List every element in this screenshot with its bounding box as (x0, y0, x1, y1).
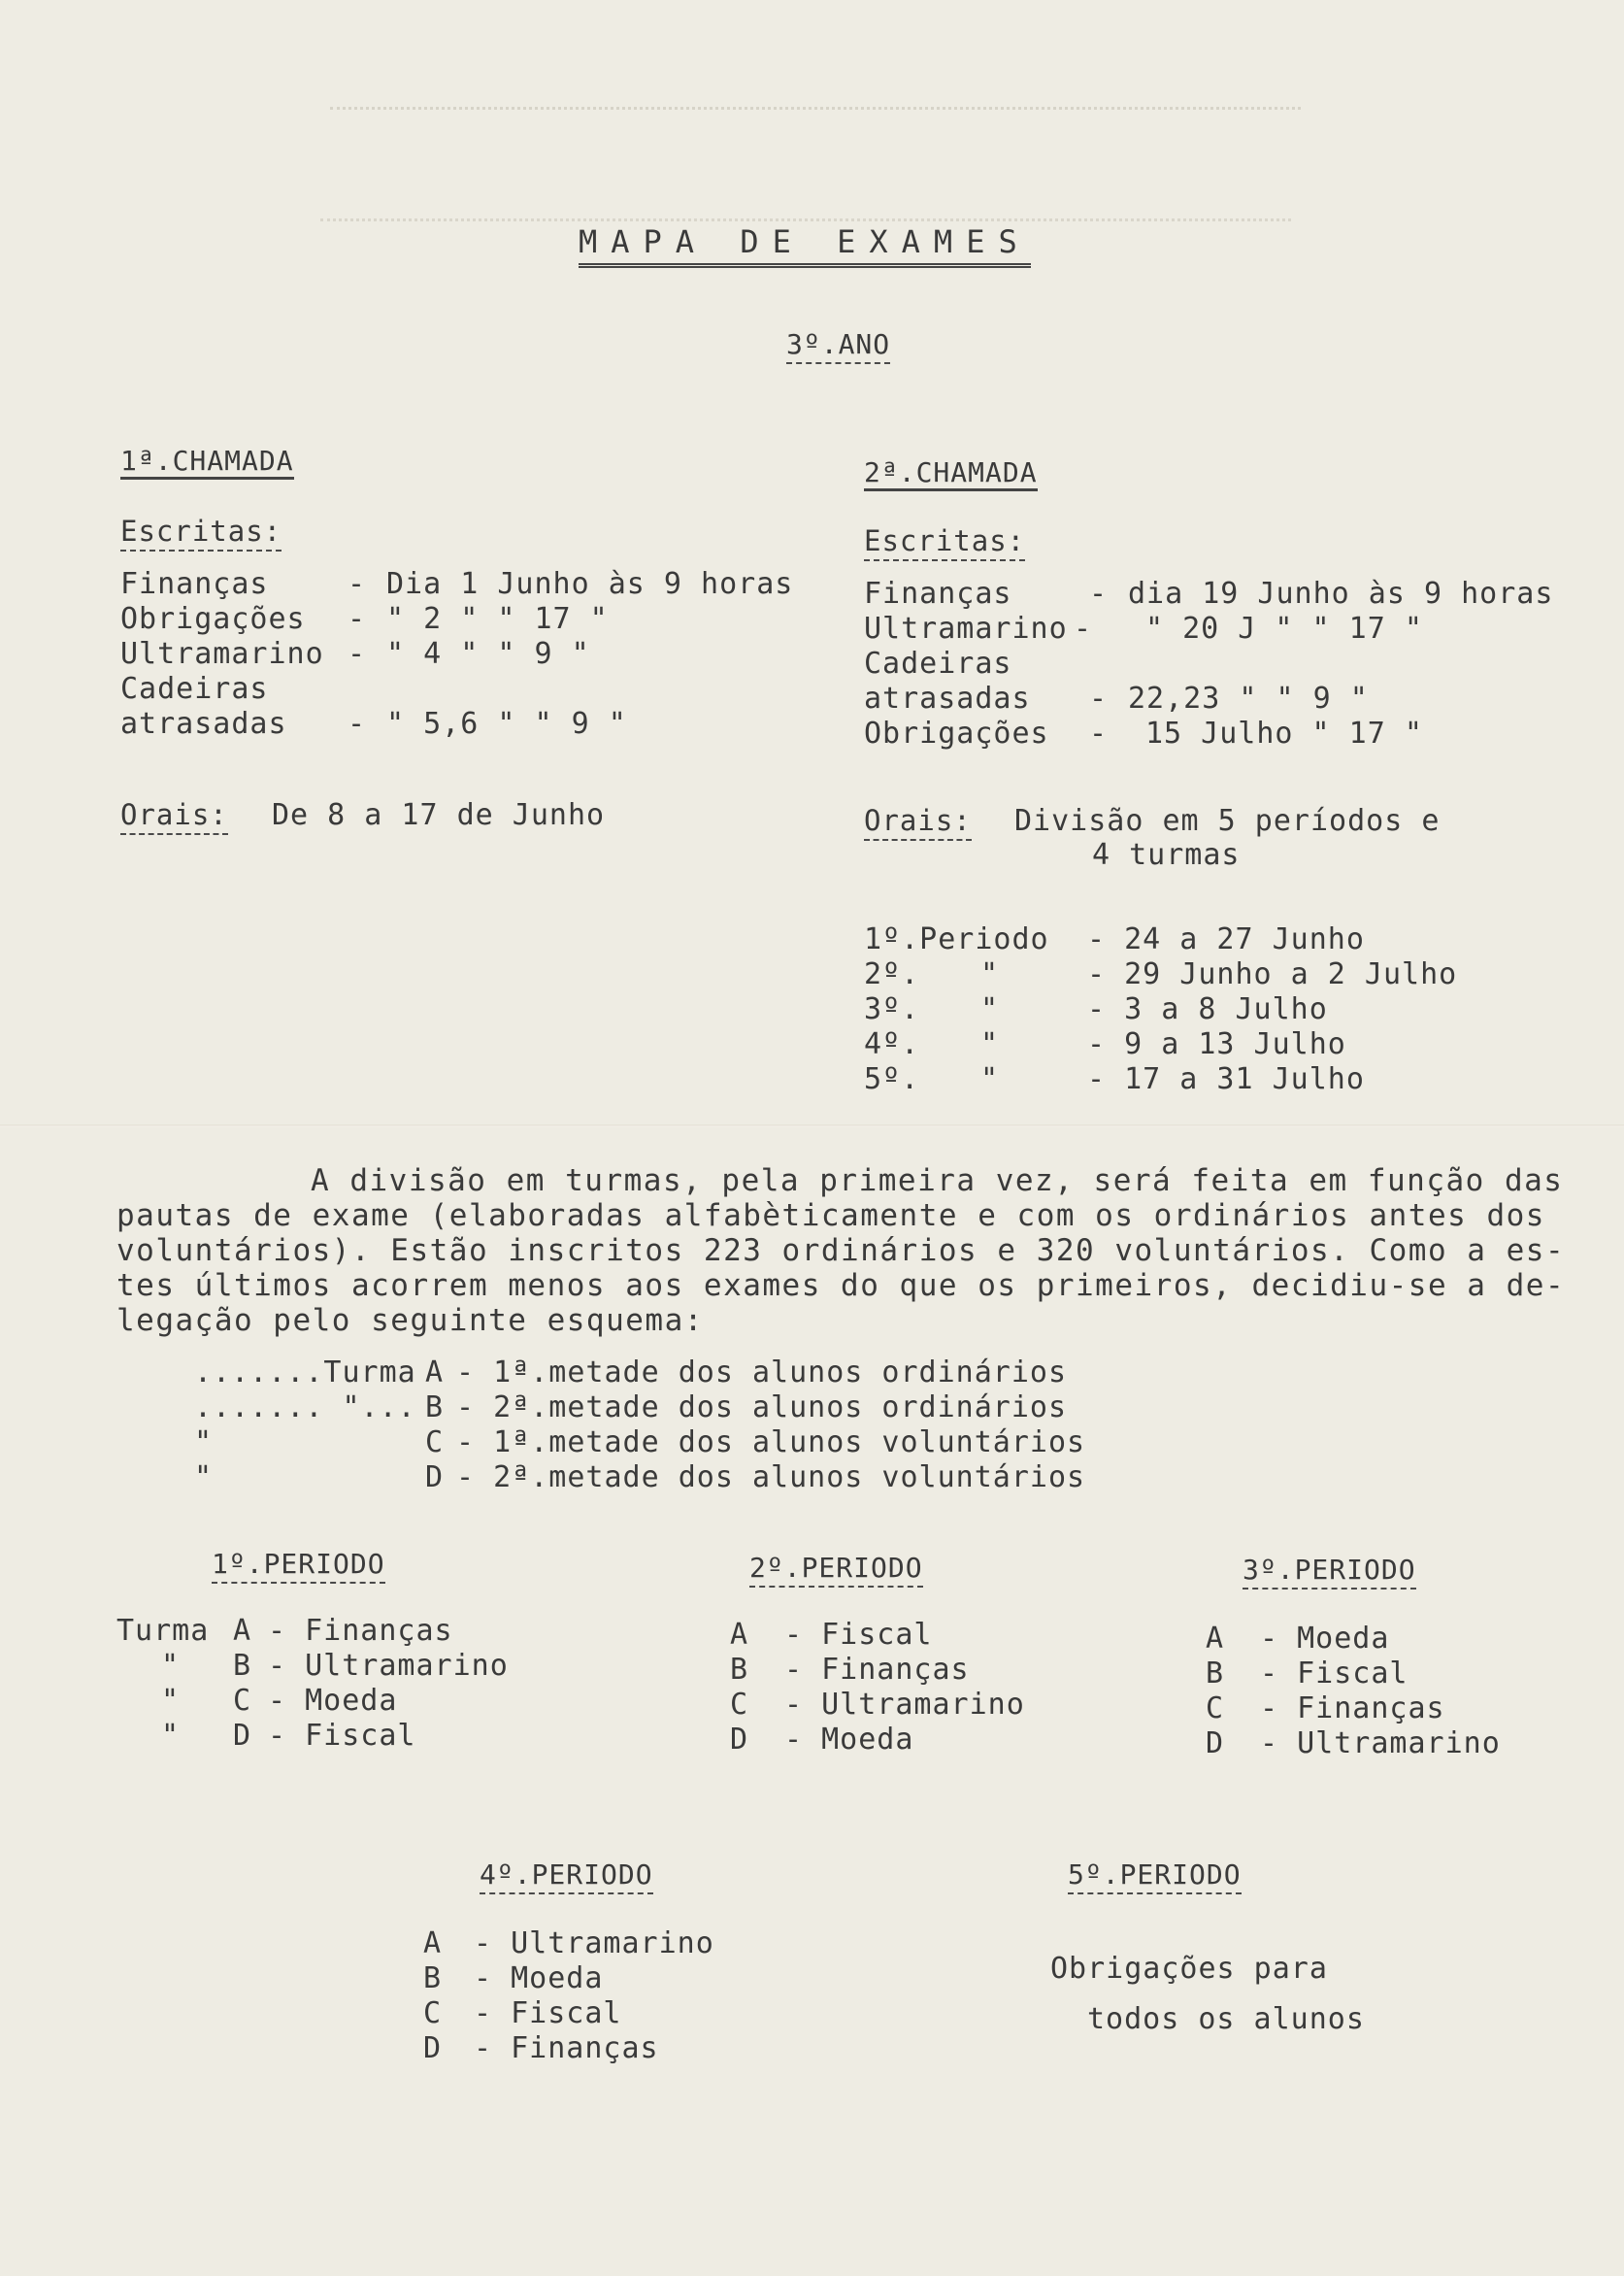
turma-subject: - Ultramarino (268, 1649, 509, 1683)
date-time: 22,23 " " 9 " (1128, 682, 1369, 716)
second-call-oral-text-1: Divisão em 5 períodos e (1014, 804, 1441, 838)
paragraph-line: pautas de exame (elaboradas alfabèticamente e com os ordinários antes dos (116, 1198, 1545, 1233)
separator: - (348, 707, 367, 741)
turma-prefix: ....... "... (194, 1390, 416, 1424)
turma-letter: B (730, 1653, 749, 1687)
subject: Ultramarino (120, 637, 324, 671)
second-call-oral-label: Orais: (864, 804, 972, 841)
turma-subject: - Moeda (268, 1684, 398, 1718)
period-2-heading: 2º.PERIODO (749, 1552, 923, 1588)
period-dates: - 3 a 8 Julho (1087, 992, 1328, 1026)
paragraph-line: A divisão em turmas, pela primeira vez, será feita em função das (311, 1163, 1564, 1198)
turma-lead: " (161, 1719, 181, 1753)
turma-description: - 1ª.metade dos alunos voluntários (456, 1425, 1086, 1459)
turma-subject: - Fiscal (474, 1996, 622, 2030)
turma-prefix: .......Turma (194, 1356, 416, 1389)
paragraph-line: legação pelo seguinte esquema: (116, 1303, 704, 1338)
turma-subject: - Fiscal (268, 1719, 416, 1753)
turma-letter: D (730, 1723, 749, 1757)
subject: Finanças (864, 577, 1012, 611)
paper-fold (0, 1124, 1624, 1127)
separator: - (348, 567, 367, 601)
period-label: 1º.Periodo (864, 922, 1049, 956)
subject: Finanças (120, 567, 269, 601)
page-title: MAPA DE EXAMES (579, 223, 1031, 268)
ditto-mark: " (980, 957, 1000, 991)
subject: Obrigações (120, 602, 306, 636)
date-time: Dia 1 Junho às 9 horas (386, 567, 794, 601)
period-3-heading: 3º.PERIODO (1243, 1554, 1416, 1590)
first-call-heading: 1ª.CHAMADA (120, 445, 294, 480)
turma-description: - 2ª.metade dos alunos ordinários (456, 1390, 1068, 1424)
turma-letter: C (425, 1425, 445, 1459)
separator: - (1089, 717, 1109, 751)
subject: Cadeiras (120, 672, 269, 706)
separator: - (1089, 682, 1109, 716)
year-heading: 3º.ANO (786, 328, 890, 364)
turma-letter: C (423, 1996, 443, 2030)
turma-subject: - Finanças (268, 1614, 453, 1648)
subject: Obrigações (864, 717, 1049, 751)
division-paragraph (116, 1163, 1566, 1338)
period-1-heading: 1º.PERIODO (212, 1548, 385, 1584)
turma-subject: - Finanças (784, 1653, 970, 1687)
date-time: " 5,6 " " 9 " (386, 707, 627, 741)
turma-prefix: " (194, 1425, 214, 1459)
show-through-bleed (330, 107, 1301, 113)
date-time: " 4 " " 9 " (386, 637, 590, 671)
period-dates: - 9 a 13 Julho (1087, 1027, 1346, 1061)
date-time: " 20 J " " 17 " (1145, 612, 1423, 646)
period-dates: - 29 Junho a 2 Julho (1087, 957, 1458, 991)
turma-letter: A (233, 1614, 252, 1648)
turma-subject: - Fiscal (784, 1618, 933, 1652)
turma-subject: - Ultramarino (474, 1926, 714, 1960)
turma-subject: - Fiscal (1260, 1657, 1409, 1690)
turma-letter: C (730, 1688, 749, 1722)
turma-letter: A (1206, 1622, 1225, 1656)
turma-subject: - Moeda (474, 1961, 604, 1995)
date-time: dia 19 Junho às 9 horas (1128, 577, 1554, 611)
turma-subject: - Moeda (784, 1723, 914, 1757)
period-4-heading: 4º.PERIODO (480, 1858, 653, 1894)
turma-letter: B (423, 1961, 443, 1995)
turma-letter: C (1206, 1691, 1225, 1725)
first-call-oral-dates: De 8 a 17 de Junho (272, 798, 606, 832)
date-time: " 2 " " 17 " (386, 602, 609, 636)
turma-subject: - Finanças (474, 2031, 659, 2065)
turma-lead: Turma (116, 1614, 210, 1648)
turma-letter: C (233, 1684, 252, 1718)
separator: - (1074, 612, 1093, 646)
turma-letter: D (1206, 1726, 1225, 1760)
turma-subject: - Finanças (1260, 1691, 1445, 1725)
second-call-heading: 2ª.CHAMADA (864, 456, 1038, 491)
period-dates: - 24 a 27 Junho (1087, 922, 1365, 956)
paragraph-line: voluntários). Estão inscritos 223 ordinários e 320 voluntários. Como a es- (116, 1233, 1566, 1268)
paragraph-line: tes últimos acorrem menos aos exames do que os primeiros, decidiu-se a de- (116, 1268, 1566, 1303)
period-label: 3º. (864, 992, 920, 1026)
turma-letter: B (425, 1390, 445, 1424)
period-5-line-2: todos os alunos (1087, 2002, 1365, 2036)
turma-letter: D (423, 2031, 443, 2065)
turma-letter: B (1206, 1657, 1225, 1690)
turma-subject: - Ultramarino (1260, 1726, 1501, 1760)
second-call-written-label: Escritas: (864, 524, 1025, 561)
turma-subject: - Ultramarino (784, 1688, 1025, 1722)
turma-letter: D (425, 1460, 445, 1494)
period-label: 5º. (864, 1062, 920, 1096)
separator: - (348, 637, 367, 671)
subject: Cadeiras (864, 647, 1012, 681)
turma-description: - 2ª.metade dos alunos voluntários (456, 1460, 1086, 1494)
separator: - (1089, 577, 1109, 611)
first-call-written-label: Escritas: (120, 515, 282, 552)
period-label: 2º. (864, 957, 920, 991)
turma-letter: B (233, 1649, 252, 1683)
turma-letter: A (423, 1926, 443, 1960)
period-5-line-1: Obrigações para (1050, 1952, 1328, 1986)
ditto-mark: " (980, 1062, 1000, 1096)
turma-subject: - Moeda (1260, 1622, 1390, 1656)
subject: atrasadas (120, 707, 287, 741)
period-label: 4º. (864, 1027, 920, 1061)
ditto-mark: " (980, 992, 1000, 1026)
turma-prefix: " (194, 1460, 214, 1494)
second-call-oral-text-2: 4 turmas (1092, 838, 1241, 872)
subject: Ultramarino (864, 612, 1068, 646)
turma-letter: A (730, 1618, 749, 1652)
first-call-oral-label: Orais: (120, 798, 228, 835)
turma-lead: " (161, 1684, 181, 1718)
turma-letter: D (233, 1719, 252, 1753)
date-time: 15 Julho " 17 " (1145, 717, 1423, 751)
ditto-mark: " (980, 1027, 1000, 1061)
turma-description: - 1ª.metade dos alunos ordinários (456, 1356, 1068, 1389)
subject: atrasadas (864, 682, 1031, 716)
turma-lead: " (161, 1649, 181, 1683)
turma-letter: A (425, 1356, 445, 1389)
period-5-heading: 5º.PERIODO (1068, 1858, 1242, 1894)
period-dates: - 17 a 31 Julho (1087, 1062, 1365, 1096)
separator: - (348, 602, 367, 636)
